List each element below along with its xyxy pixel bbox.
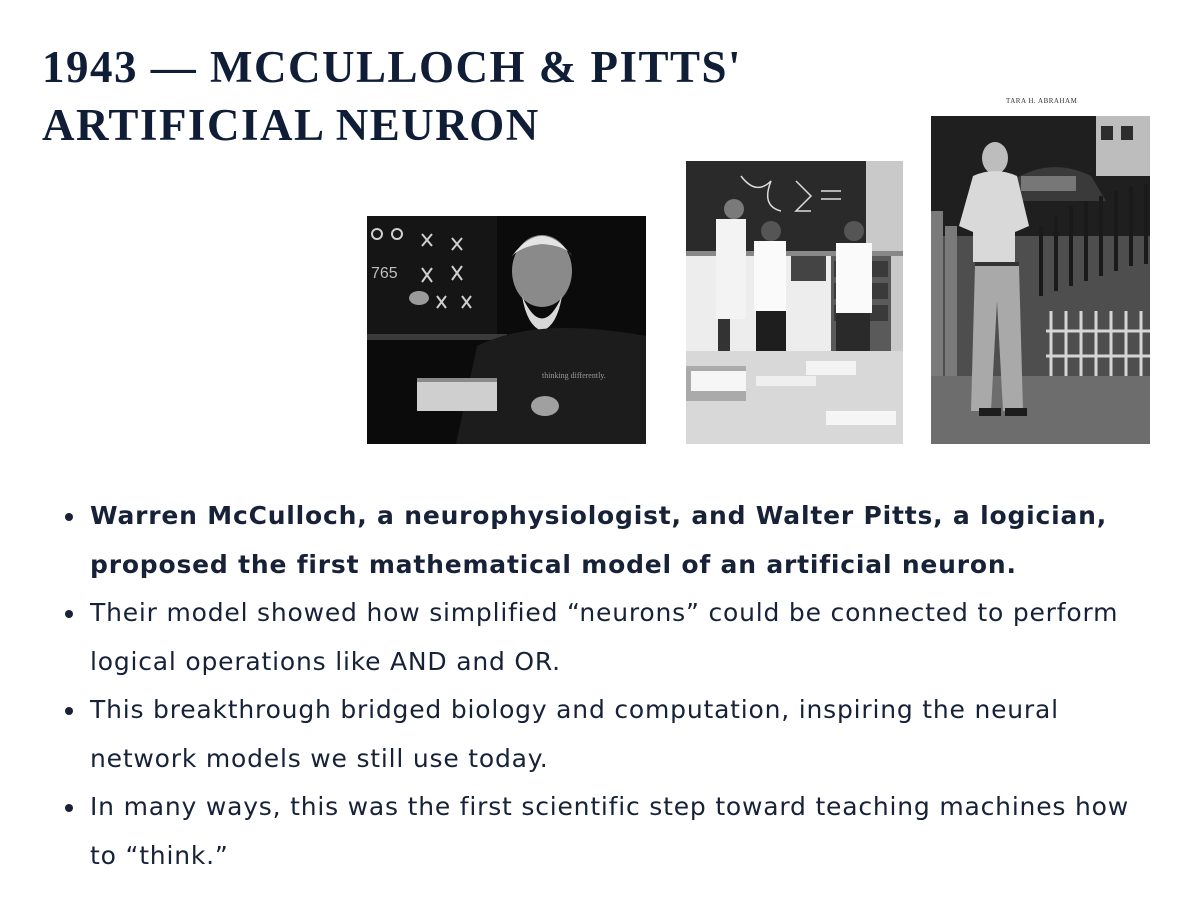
photo-pitts-by-fence <box>931 116 1150 444</box>
bullet-item: Their model showed how simplified “neurons” could be connected to perform logical operations like AND and OR. <box>62 589 1162 686</box>
bullet-item: This breakthrough bridged biology and computation, inspiring the neural network models we still use today. <box>62 686 1162 783</box>
bullet-item: Warren McCulloch, a neurophysiologist, and Walter Pitts, a logician, proposed the first mathematical model of an artificial neuron. <box>62 492 1162 589</box>
bullet-item: In many ways, this was the first scientific step toward teaching machines how to “think.” <box>62 783 1162 880</box>
svg-text:765: 765 <box>371 265 398 282</box>
photo-header-text: TARA H. ABRAHAM <box>1006 97 1078 105</box>
photo-caption: thinking differently. <box>542 371 606 380</box>
photo-mcculloch-at-chalkboard <box>367 216 646 444</box>
photo-group-at-blackboard <box>686 161 903 444</box>
bullet-list <box>62 492 1162 880</box>
slide-title: 1943 — MCCULLOCH & PITTS' ARTIFICIAL NEURON <box>42 42 743 150</box>
